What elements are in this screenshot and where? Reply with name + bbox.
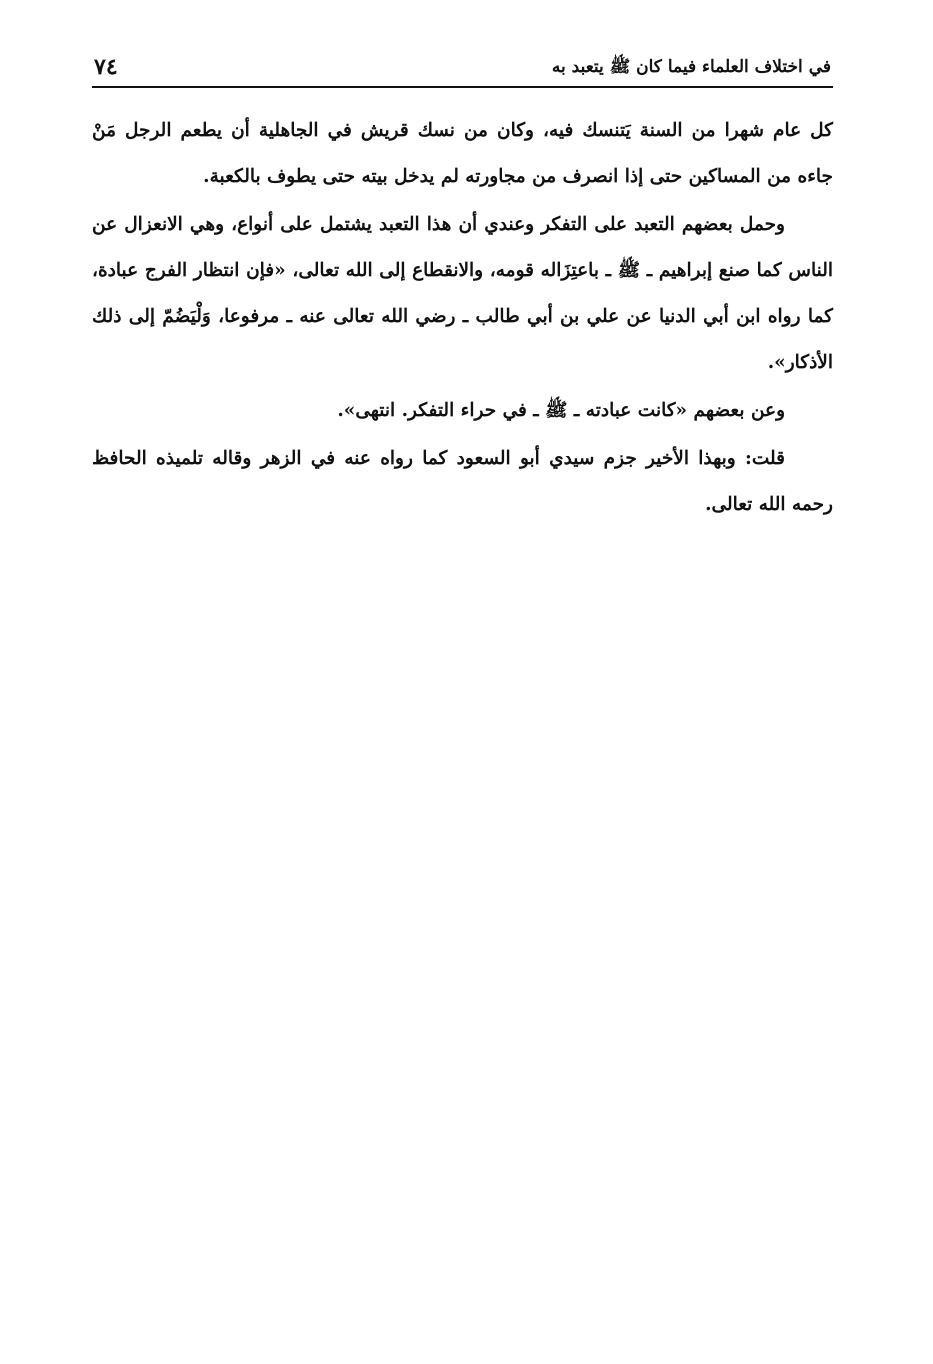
- running-title: في اختلاف العلماء فيما كان ﷺ يتعبد به: [551, 57, 831, 77]
- paragraph-2: وحمل بعضهم التعبد على التفكر وعندي أن هذا التعبد يشتمل على أنواع، وهي الانعزال عن الناس كما صنع إبراهيم ـ ﷺ ـ باعتِزَاله قومه، والانقطاع إلى الله تعالى، «فإن انتظار الفرج عبادة، كما رواه ابن أبي الدنيا عن علي بن أبي طالب ـ رضي الله تعالى عنه ـ مرفوعا، وَلْيَضُمّ إلى ذلك الأذكار».: [92, 214, 833, 373]
- paragraph-1: كل عام شهرا من السنة يَتنسك فيه، وكان من نسك قريش في الجاهلية أن يطعم الرجل مَنْ جاءه من المساكين حتى إذا انصرف من مجاورته لم يدخل بيته حتى يطوف بالكعبة.: [92, 120, 833, 187]
- page-header: [92, 44, 833, 88]
- body-text: [92, 108, 833, 528]
- page-number: ٧٤: [94, 54, 118, 80]
- book-page: [92, 44, 833, 530]
- paragraph-4: قلت: وبهذا الأخير جزم سيدي أبو السعود كما رواه عنه في الزهر وقاله تلميذه الحافظ رحمه الله تعالى.: [92, 448, 833, 515]
- paragraph-3: وعن بعضهم «كانت عبادته ـ ﷺ ـ في حراء التفكر. انتهى».: [337, 400, 785, 421]
